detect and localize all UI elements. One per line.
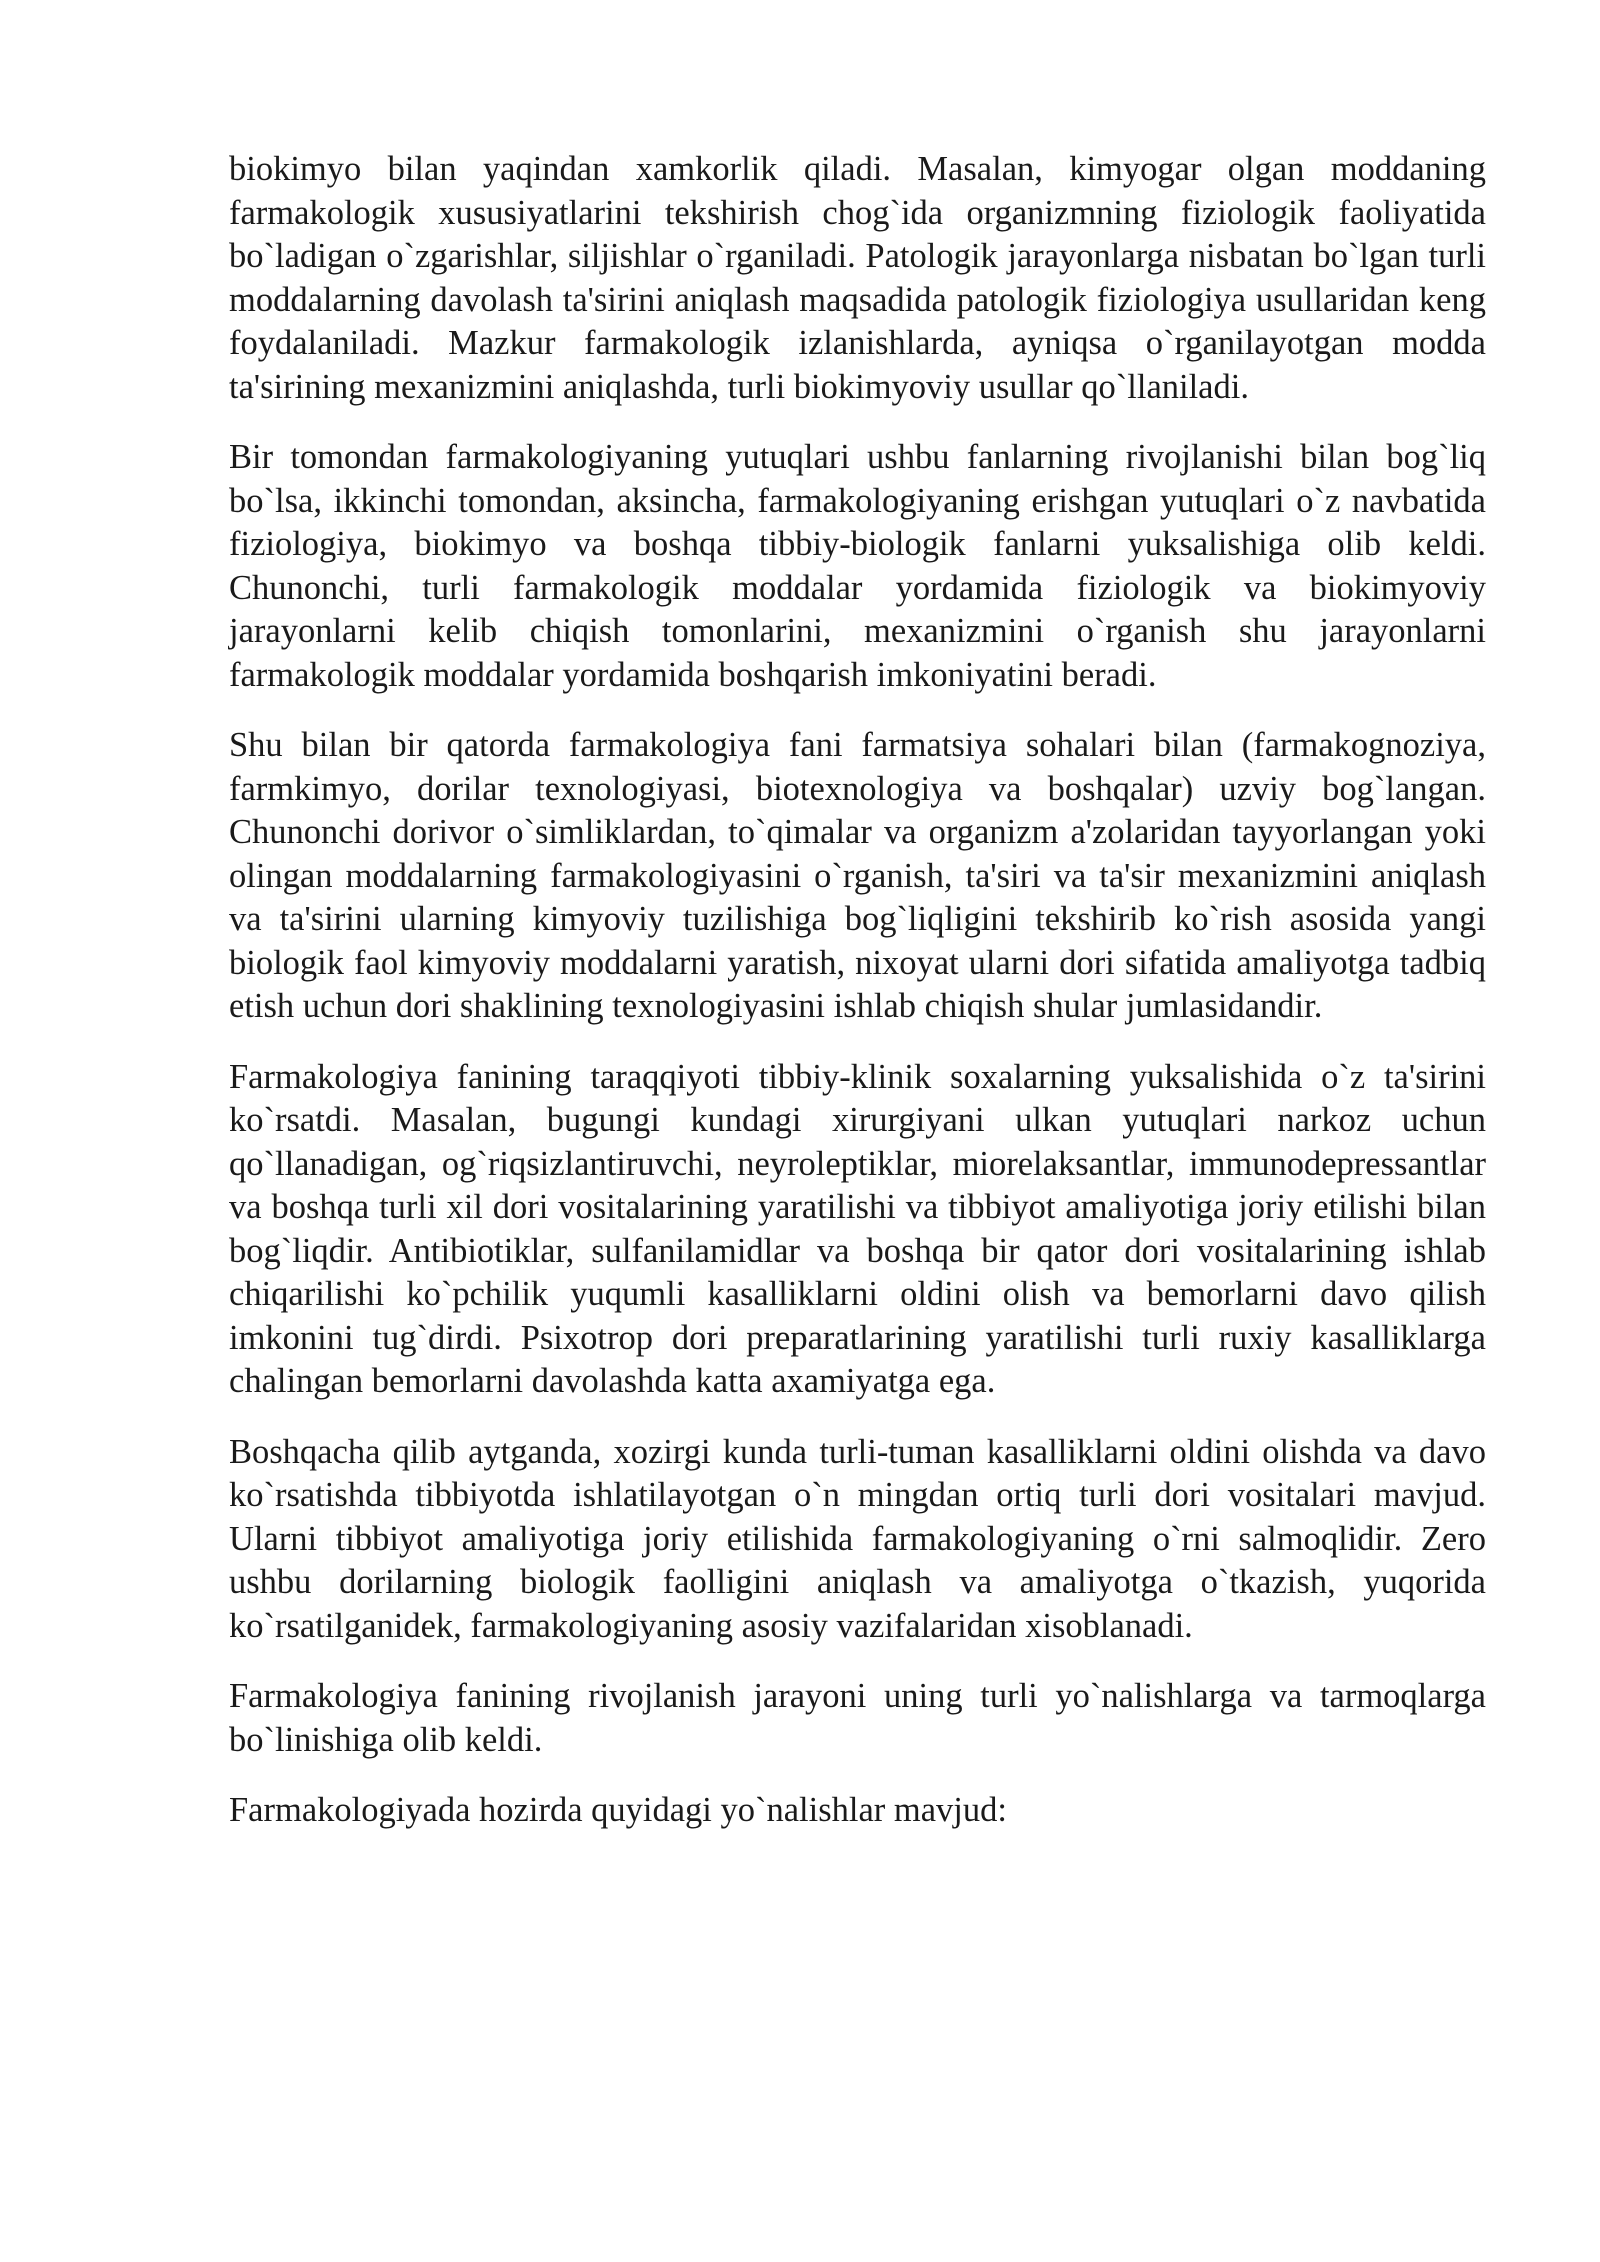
paragraph-3: Shu bilan bir qatorda farmakologiya fani farmatsiya sohalari bilan (farmakognoziya, farmkimyo, dorilar texnologiyasi, biotexnologiya va boshqalar) uzviy bog`langan. Chunonchi dorivor o`simliklardan, to`qimalar va organizm a'zolaridan tayyorlangan yoki olingan moddalarning farmakologiyasini o`rganish, ta'siri va ta'sir mexanizmini aniqlash va ta'sirini ularning kimyoviy tuzilishiga bog`liqligini tekshirib ko`rish asosida yangi biologik faol kimyoviy moddalarni yaratish, nixoyat ularni dori sifatida amaliyotga tadbiq etish uchun dori shaklining texnologiyasini ishlab chiqish shular jumlasidandir. bbox=[229, 726, 1486, 1025]
paragraph-1: biokimyo bilan yaqindan xamkorlik qiladi. Masalan, kimyogar olgan moddaning farmakologik xususiyatlarini tekshirish chog`ida organizmning fiziologik faoliyatida bo`ladigan o`zgarishlar, siljishlar o`rganiladi. Patologik jarayonlarga nisbatan bo`lgan turli moddalarning davolash ta'sirini aniqlash maqsadida patologik fiziologiya usullaridan keng foydalaniladi. Mazkur farmakologik izlanishlarda, ayniqsa o`rganilayotgan modda ta'sirining mexanizmini aniqlashda, turli biokimyoviy usullar qo`llaniladi. bbox=[229, 150, 1486, 406]
paragraph-7: Farmakologiyada hozirda quyidagi yo`nalishlar mavjud: bbox=[229, 1791, 1007, 1829]
paragraph-5: Boshqacha qilib aytganda, xozirgi kunda turli-tuman kasalliklarni oldini olishda va davo ko`rsatishda tibbiyotda ishlatilayotgan o`n mingdan ortiq turli dori vositalari mavjud. Ularni tibbiyot amaliyotiga joriy etilishida farmakologiyaning o`rni salmoqlidir. Zero ushbu dorilarning biologik faolligini aniqlash va amaliyotga o`tkazish, yuqorida ko`rsatilganidek, farmakologiyaning asosiy vazifalaridan xisoblanadi. bbox=[229, 1432, 1486, 1645]
paragraph-6: Farmakologiya fanining rivojlanish jarayoni uning turli yo`nalishlarga va tarmoqlarga bo`linishiga olib keldi. bbox=[229, 1677, 1486, 1759]
paragraph-4: Farmakologiya fanining taraqqiyoti tibbiy-klinik soxalarning yuksalishida o`z ta'sirini ko`rsatdi. Masalan, bugungi kundagi xirurgiyani ulkan yutuqlari narkoz uchun qo`llanadigan, og`riqsizlantiruvchi, neyroleptiklar, miorelaksantlar, immunodepressantlar va boshqa turli xil dori vositalarining yaratilishi va tibbiyot amaliyotiga joriy etilishi bilan bog`liqdir. Antibiotiklar, sulfanilamidlar va boshqa bir qator dori vositalarining ishlab chiqarilishi ko`pchilik yuqumli kasalliklarni oldini olish va bemorlarni davo qilish imkonini tug`dirdi. Psixotrop dori preparatlarining yaratilishi turli ruxiy kasalliklarga chalingan bemorlarni davolashda katta axamiyatga ega. bbox=[229, 1057, 1486, 1400]
paragraph-2: Bir tomondan farmakologiyaning yutuqlari ushbu fanlarning rivojlanishi bilan bog`liq bo`lsa, ikkinchi tomondan, aksincha, farmakologiyaning erishgan yutuqlari o`z navbatida fiziologiya, biokimyo va boshqa tibbiy-biologik fanlarni yuksalishiga olib keldi. Chunonchi, turli farmakologik moddalar yordamida fiziologik va biokimyoviy jarayonlarni kelib chiqish tomonlarini, mexanizmini o`rganish shu jarayonlarni farmakologik moddalar yordamida boshqarish imkoniyatini beradi. bbox=[229, 438, 1486, 694]
document-page bbox=[229, 148, 1486, 1860]
